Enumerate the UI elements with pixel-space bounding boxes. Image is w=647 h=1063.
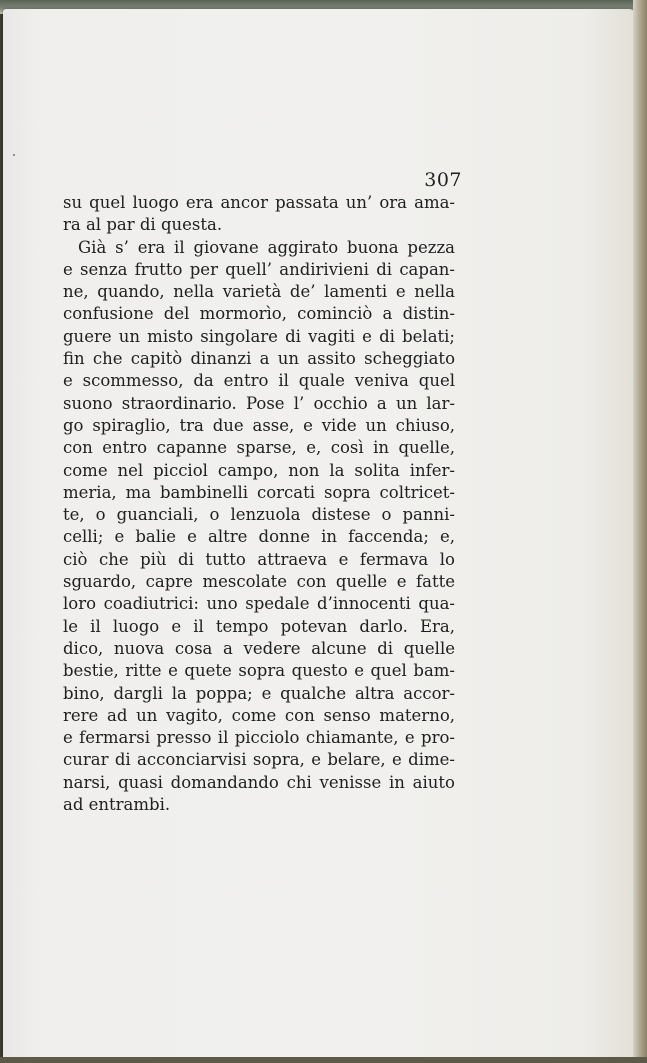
text-line: ad entrambi. — [63, 795, 171, 815]
text-line: curar di acconciarvisi sopra, e belare, e dime- — [63, 750, 455, 770]
text-line: con entro capanne sparse, e, così in quelle, — [63, 438, 455, 458]
book-page — [3, 9, 635, 1059]
text-line: te, o guanciali, o lenzuola distese o panni- — [63, 505, 455, 525]
book-bottom-edge — [0, 1057, 647, 1063]
text-line: come nel picciol campo, non la solita infer- — [63, 460, 455, 480]
page-number: 307 — [424, 169, 462, 191]
text-line: ciò che più di tutto attraeva e fermava lo — [63, 549, 455, 569]
text-line: loro coadiutrici: uno spedale d’innocenti qua- — [63, 594, 455, 614]
text-line: su quel luogo era ancor passata un’ ora ama- — [63, 193, 455, 212]
text-line: dico, nuova cosa a vedere alcune di quelle — [63, 638, 455, 658]
text-line: le il luogo e il tempo potevan darlo. Era, — [63, 616, 455, 636]
text-line: suono straordinario. Pose l’ occhio a un lar- — [63, 393, 455, 413]
text-line: ne, quando, nella varietà de’ lamenti e nella — [63, 282, 455, 302]
body-text — [63, 192, 455, 816]
text-line: narsi, quasi domandando chi venisse in aiuto — [63, 772, 455, 792]
text-line: go spiraglio, tra due asse, e vide un chiuso, — [63, 415, 455, 435]
text-line: confusione del mormorìo, cominciò a distin- — [63, 304, 455, 324]
text-line: meria, ma bambinelli corcati sopra coltricet- — [63, 482, 455, 502]
text-line: e fermarsi presso il picciolo chiamante, e pro- — [63, 728, 455, 748]
margin-speck — [13, 154, 15, 156]
text-line: ra al par di questa. — [63, 215, 223, 235]
text-line: e senza frutto per quell’ andirivieni di capan- — [63, 259, 455, 279]
book-right-edge — [633, 0, 647, 1063]
text-line: bestie, ritte e quete sopra questo e quel bam- — [63, 661, 455, 681]
text-line: e scommesso, da entro il quale veniva quel — [63, 371, 455, 391]
text-line: bino, dargli la poppa; e qualche altra accor- — [63, 683, 455, 703]
text-line: sguardo, capre mescolate con quelle e fatte — [63, 572, 455, 592]
show-through-bleed — [248, 839, 488, 867]
text-line: rere ad un vagito, come con senso materno, — [63, 705, 455, 725]
text-line: guere un misto singolare di vagiti e di belati; — [63, 326, 455, 346]
text-line: Già s’ era il giovane aggirato buona pezza — [78, 237, 455, 257]
text-line: fin che capitò dinanzi a un assito scheggiato — [63, 349, 455, 369]
text-line: celli; e balie e altre donne in faccenda; e, — [63, 527, 455, 547]
